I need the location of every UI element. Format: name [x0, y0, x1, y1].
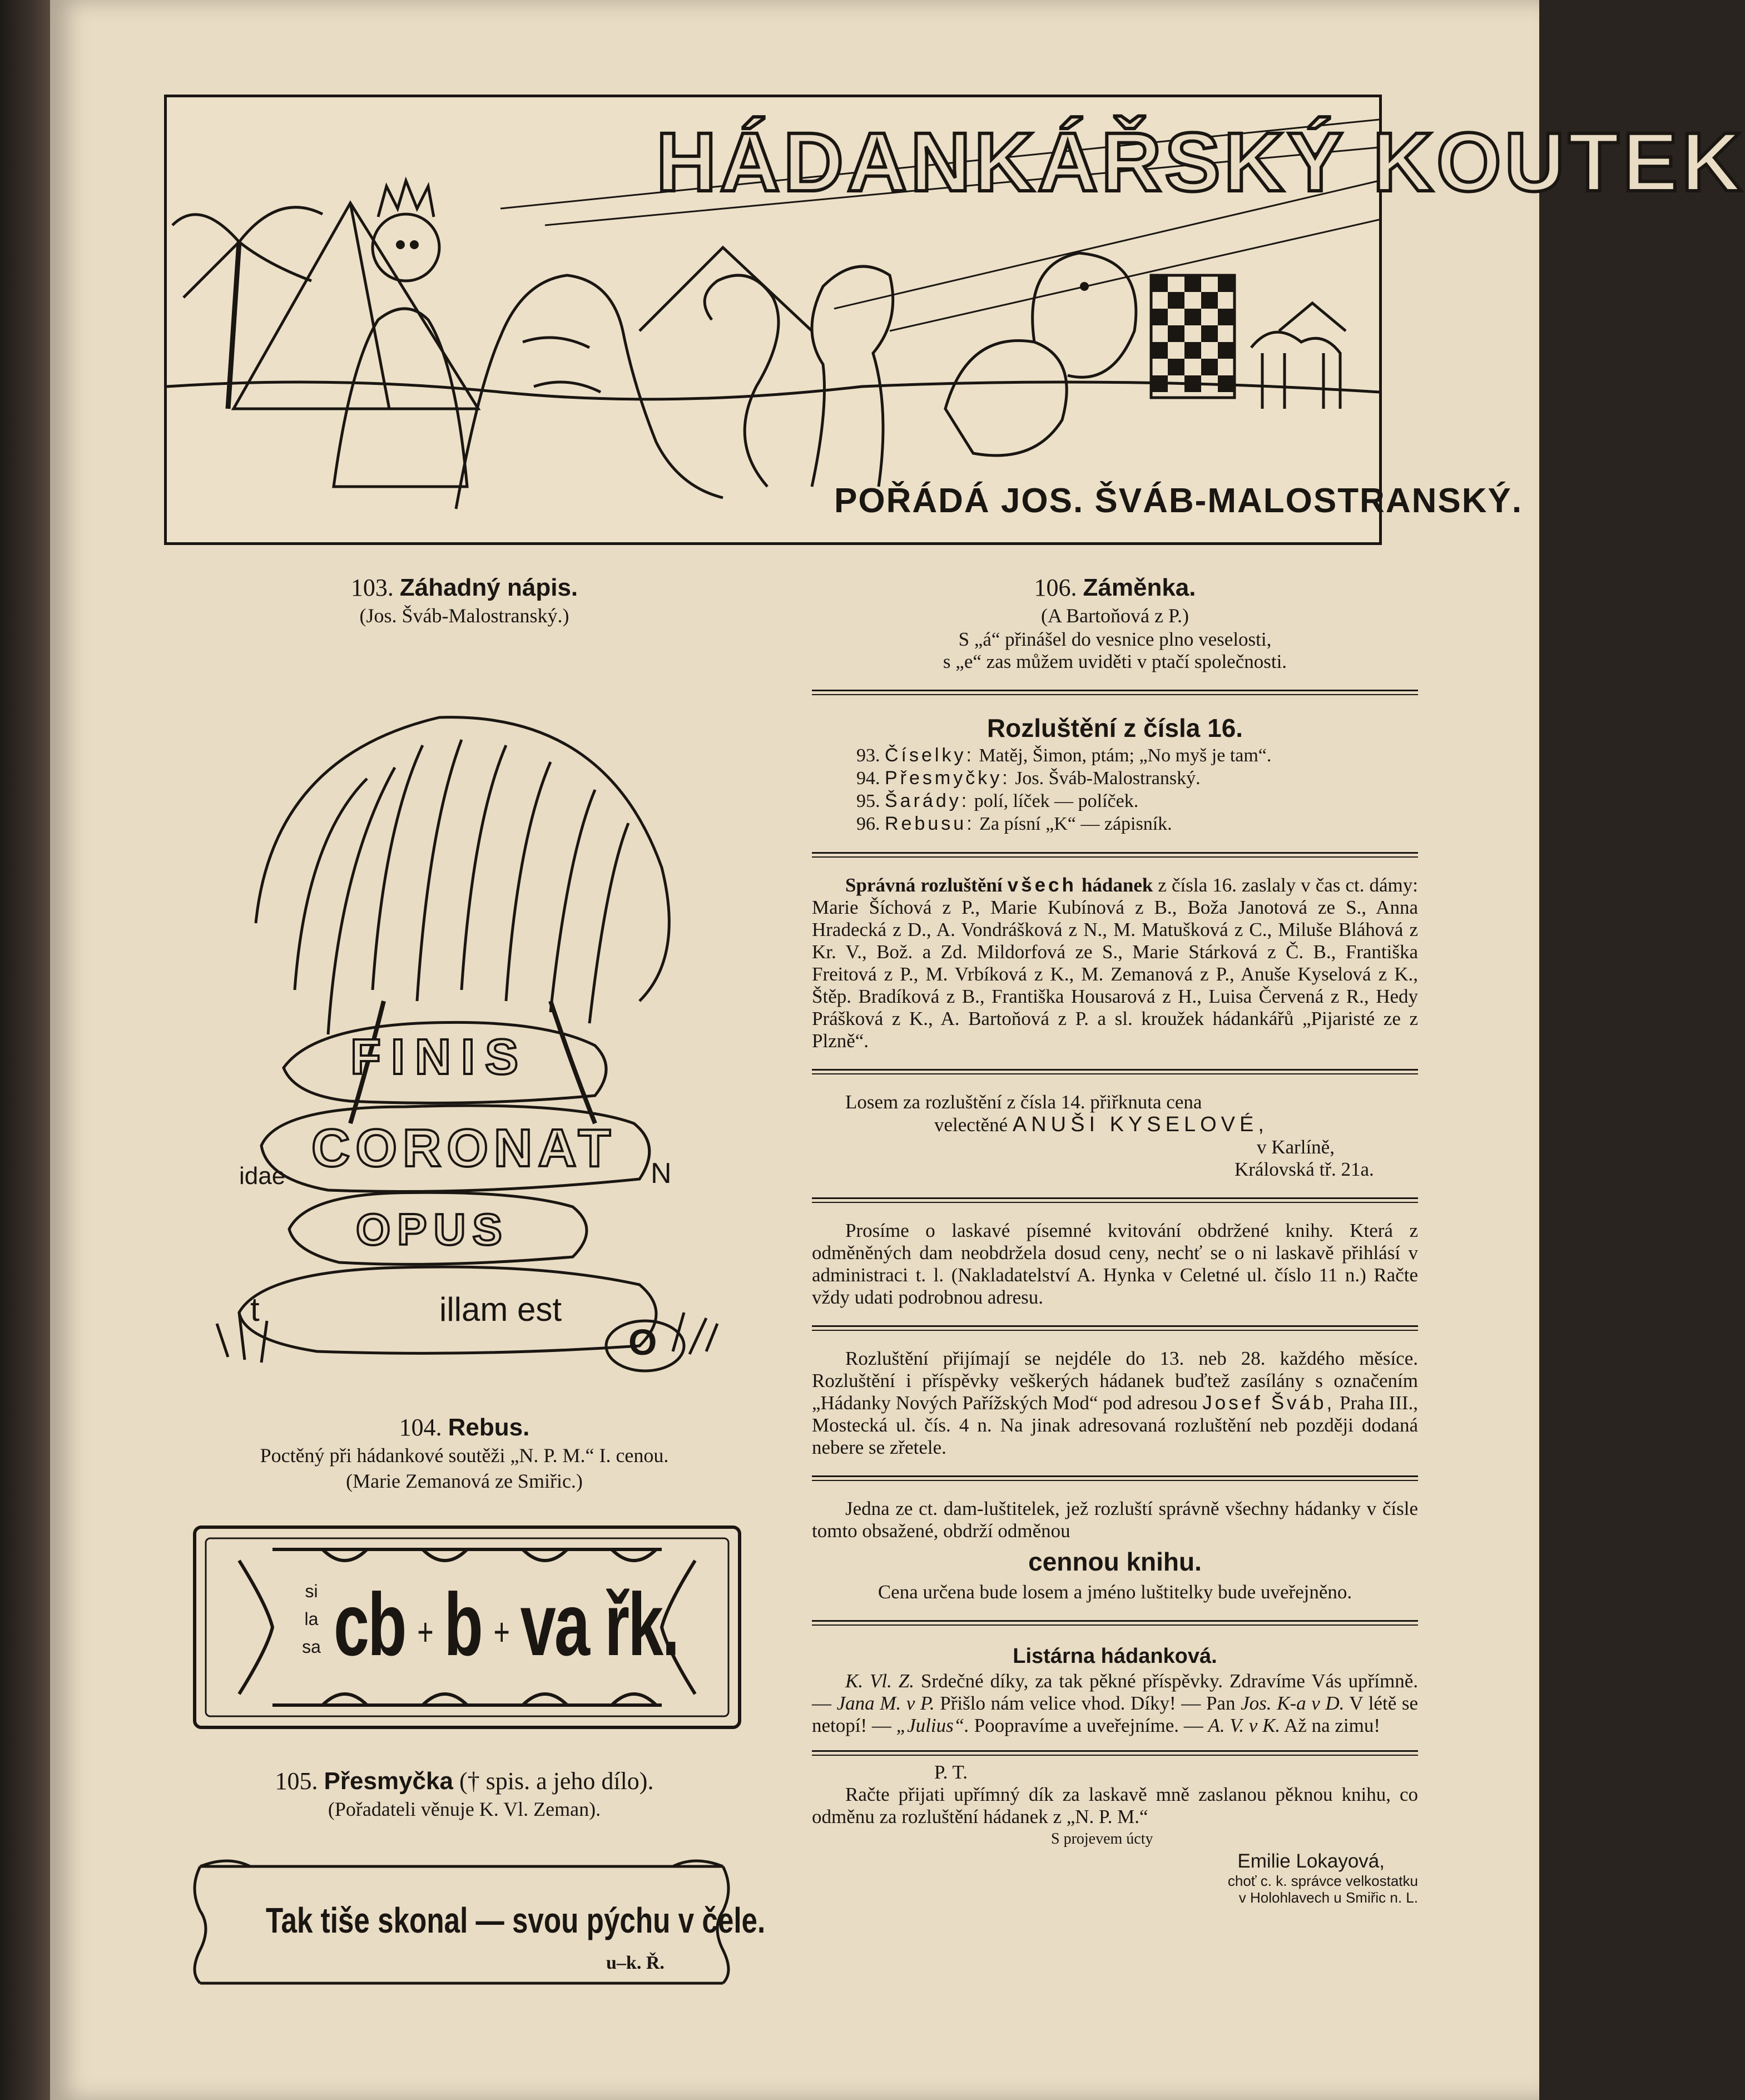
solution-label: Rebusu:	[885, 813, 975, 834]
solution-number: 96.	[856, 814, 880, 834]
solution-96	[856, 813, 1418, 835]
prize-notice	[812, 1091, 1418, 1181]
solution-text: Za písní „K“ — zápisník.	[979, 814, 1172, 834]
rebus-plus-1: +	[417, 1609, 432, 1653]
divider	[812, 1069, 1418, 1074]
rebus-part-cb: cb	[334, 1574, 405, 1674]
puzzle-103-title	[184, 573, 745, 603]
puzzle-106-number: 106.	[1034, 574, 1077, 601]
letter-body: Račte přijati upřímný dík za laskavě mně zaslanou pěknou knihu, co odměnu za rozluštění hádanek z „N. P. M.“	[812, 1784, 1418, 1827]
letter-opening: P. T.	[934, 1761, 968, 1783]
banner-title: HÁDANKÁŘSKÝ KOUTEK	[656, 115, 1745, 209]
listarna-reply: Přišlo nám velice vhod. Díky! — Pan	[934, 1692, 1241, 1714]
solution-number: 94.	[856, 768, 880, 789]
stone-word-opus: OPUS	[356, 1205, 509, 1254]
puzzle-105-title	[184, 1766, 745, 1796]
thank-you-letter	[812, 1761, 1418, 1906]
listarna-addressee: Jos. K-a v D.	[1241, 1692, 1345, 1714]
puzzle-103-name: Záhadný nápis.	[399, 574, 578, 601]
listarna-reply: Až na zimu!	[1280, 1715, 1380, 1736]
puzzle-105-dedication: (Pořadateli věnuje K. Vl. Zeman).	[328, 1798, 601, 1820]
puzzle-105-note: († spis. a jeho dílo).	[459, 1767, 654, 1795]
letter-regards: S projevem úcty	[1051, 1830, 1153, 1848]
listarna-addressee: Jana M. v P.	[836, 1692, 935, 1714]
listarna-text	[812, 1670, 1418, 1737]
solution-text: Matěj, Šimon, ptám; „No myš je tam“.	[979, 745, 1272, 766]
listarna-reply: Srdečné díky, za tak pěkné příspěvky. Zdravíme Vás upřímně. —	[812, 1670, 1418, 1714]
puzzle-106-name: Záměnka.	[1083, 574, 1196, 601]
stone-fragment-o: O	[628, 1321, 657, 1363]
divider	[812, 1325, 1418, 1331]
submission-address-name: Josef Šváb,	[1202, 1392, 1335, 1414]
solution-label: Číselky:	[885, 745, 974, 766]
puzzle-106-author: (A Bartoňová z P.)	[1041, 605, 1189, 627]
solution-number: 95.	[856, 791, 880, 811]
letter-title-2: v Holohlavech u Smiřic n. L.	[1238, 1889, 1418, 1906]
reward-notice: Jedna ze ct. dam-luštitelek, jež rozluští správně všechny hádanky v čísle tomto obsažené, obdrží odměnou	[812, 1498, 1418, 1542]
stone-fragment-t: t	[250, 1291, 260, 1328]
puzzle-106-line-2: s „e“ zas můžem uviděti v ptačí společnosti.	[943, 651, 1287, 672]
solutions-list	[812, 744, 1418, 835]
solution-label: Šarády:	[885, 790, 970, 811]
solution-95	[856, 790, 1418, 813]
stone-word-finis: FINIS	[350, 1029, 529, 1085]
receipt-notice: Prosíme o laskavé písemné kvitování obdržené knihy. Která z odměněných dam neobdržela dosud ceny, nechť se o ni laskavě přihlásí v administraci t. l. (Nakladatelství A. Hynka v Celetné ul. číslo 11 n.) Račte vždy udati podrobnou adresu.	[812, 1220, 1418, 1308]
solvers-lead-spaced: všech	[1007, 874, 1077, 896]
puzzle-106-line-1: S „á“ přinášel do vesnice plno veselosti,	[958, 628, 1272, 650]
solvers-lead: Správná rozluštění	[845, 874, 1003, 896]
rebus-syllable-la: la	[304, 1609, 319, 1629]
stone-fragment-idae: idae	[239, 1162, 286, 1190]
anagram-text: Tak tiše skonal — svou pýchu v čele.	[266, 1900, 766, 1940]
submission-notice-text-2: Praha III., Mostecká ul. čís. 4 n. Na jinak adresovaná rozluštění neb později dodaná nebere se zřetele.	[812, 1392, 1419, 1458]
rebus-part-b: b	[444, 1574, 482, 1674]
header-banner	[164, 95, 1745, 545]
solution-text: polí, líček — políček.	[974, 791, 1139, 811]
divider	[812, 1475, 1418, 1481]
rebus-part-va-rk: va řk.	[520, 1574, 678, 1674]
right-column	[812, 573, 1418, 1906]
listarna-heading: Listárna hádanková.	[1013, 1645, 1217, 1668]
submission-notice-text: Rozluštění přijímají se nejdéle do 13. neb 28. každého měsíce. Rozluštění i příspěvky veškerých hádanek buďtež zasílány s označením „Hádanky Nových Pařížských Mod“ pod adresou	[812, 1348, 1418, 1414]
puzzle-105-number: 105.	[275, 1767, 318, 1795]
submission-notice	[812, 1348, 1418, 1459]
solution-text: Jos. Šváb-Malostranský.	[1015, 768, 1201, 789]
book-binding	[0, 0, 50, 2100]
puzzle-103-number: 103.	[350, 574, 394, 601]
prize-winner-name: ANUŠI KYSELOVÉ,	[1012, 1113, 1268, 1136]
listarna-addressee: K. Vl. Z.	[845, 1670, 915, 1692]
stone-words-illam-est: illam est	[439, 1291, 562, 1328]
solution-93	[856, 744, 1418, 767]
rebus-frame	[184, 1516, 751, 1739]
divider	[812, 1197, 1418, 1203]
banner-subtitle: POŘÁDÁ JOS. ŠVÁB-MALOSTRANSKÝ.	[834, 482, 1523, 520]
puzzle-105-name: Přesmyčka	[324, 1767, 453, 1795]
solution-94	[856, 767, 1418, 790]
puzzle-104-name: Rebus.	[448, 1414, 530, 1441]
rebus-plus-2: +	[493, 1609, 509, 1653]
prize-street: Královská tř. 21a.	[1235, 1158, 1374, 1180]
reward-book: cennou knihu.	[1028, 1547, 1202, 1576]
divider	[812, 852, 1418, 858]
rebus-syllables	[300, 1577, 323, 1661]
left-column	[184, 573, 766, 1994]
puzzle-103-author: (Jos. Šváb-Malostranský.)	[359, 605, 569, 627]
puzzle-106-title	[812, 573, 1418, 603]
solvers-lead-2: hádanek	[1081, 874, 1153, 896]
stone-word-coronat: CORONAT	[311, 1118, 617, 1178]
solution-label: Přesmyčky:	[885, 767, 1010, 789]
prize-city: v Karlíně,	[1257, 1136, 1335, 1158]
prize-line-2	[812, 1113, 1418, 1136]
prize-line-1: Losem za rozluštění z čísla 14. přiřknuta cena	[845, 1091, 1202, 1113]
rebus-syllable-sa: sa	[302, 1637, 321, 1657]
puzzle-104-author: (Marie Zemanová ze Smiřic.)	[346, 1470, 583, 1492]
listarna-addressee: A. V. v K.	[1208, 1715, 1281, 1736]
letter-signature: Emilie Lokayová,	[1237, 1850, 1385, 1872]
puzzle-104-title	[184, 1413, 745, 1443]
prize-salutation: velectěné	[934, 1114, 1008, 1136]
stone-fragment-n: N	[651, 1157, 672, 1190]
willow-stone-drawing	[184, 645, 745, 1401]
divider	[812, 690, 1418, 695]
puzzle-104-note: Poctěný při hádankové soutěži „N. P. M.“ I. cenou.	[260, 1444, 669, 1467]
solution-number: 93.	[856, 745, 880, 766]
solvers-list: z čísla 16. zaslaly v čas ct. dámy: Marie Šíchová z P., Marie Kubínová z B., Boža Janotová ze S., Anna Hradecká z D., A. Vondrášková z N., M. Matušková z C., Miluše Bláhová z Kr. V., Bož. a Zd. Mildorfová ze S., Marie Stárková z Č. B., Františka Freitová z P., M. Vrbíková z K., M. Zemanová z P., Anuše Kyselová z K., Štěp. Bradíková z B., Františka Housarová z H., Luisa Červená z R., Hedy Prášková z K., A. Bartoňová z P. a sl. kroužek hádankářů „Pijaristé ze z Plzně“.	[812, 874, 1419, 1052]
divider	[812, 1620, 1418, 1626]
reward-draw-note: Cena určena bude losem a jméno luštitelky bude uveřejněno.	[878, 1581, 1352, 1603]
puzzle-103-illustration	[184, 645, 745, 1401]
solutions-heading: Rozluštění z čísla 16.	[986, 714, 1243, 742]
listarna-reply: Poopravíme a uveřejníme. —	[969, 1715, 1208, 1736]
puzzle-104-number: 104.	[399, 1414, 442, 1441]
solvers-paragraph	[812, 874, 1418, 1052]
letter-title-1: choť c. k. správce velkostatku	[1227, 1873, 1418, 1889]
divider	[812, 1750, 1418, 1756]
anagram-signature: u–k. Ř.	[606, 1953, 665, 1973]
listarna-reply: V létě se netopí! —	[812, 1692, 1419, 1736]
rebus-syllable-si: si	[305, 1581, 318, 1601]
rebus-expression	[334, 1569, 678, 1687]
anagram-frame	[184, 1844, 766, 1994]
listarna-addressee: „Julius“.	[896, 1715, 969, 1736]
